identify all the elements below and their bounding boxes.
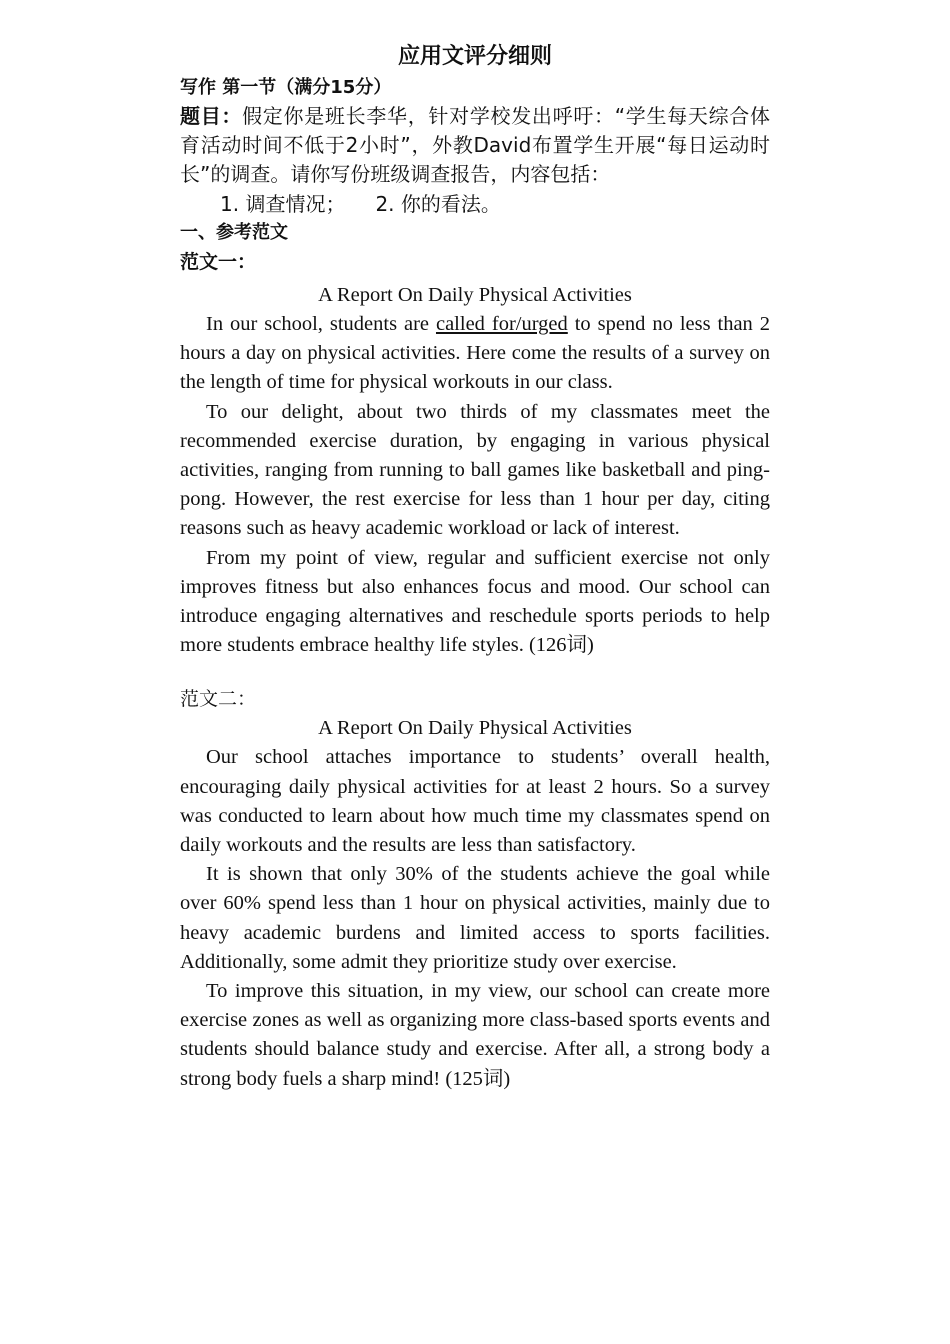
sample1-paragraph-3: From my point of view, regular and sufficient exercise not only improves fitness but also enhances focus and mood. Our school can introduce engaging alternatives and reschedule sports periods to help more students embrace healthy life styles. (126词) (180, 546, 770, 657)
sample1-p1-text-before: In our school, students are (206, 313, 436, 335)
sample2-title: A Report On Daily Physical Activities (318, 717, 632, 740)
document-page (180, 40, 770, 1094)
task-item-1: 1. 调查情况； (220, 192, 346, 216)
prompt (180, 102, 770, 189)
sample2-paragraph-2: It is shown that only 30% of the students achieve the goal while over 60% spend less than 1 hour on physical activities, mainly due to heavy academic burdens and limited access to sports facilities. Additionally, some admit they prioritize study over exercise. (180, 863, 770, 973)
sample1-p1-text-after: to spend no less than 2 hours a day on physical activities. Here come the results of a survey on the length of time for physical workouts in our class. (180, 313, 770, 394)
sample1-paragraph-1 (180, 310, 770, 398)
sample2-paragraph-3: To improve this situation, in my view, our school can create more exercise zones as well as organizing more class-based sports events and students should balance study and exercise. After all, a strong body a strong body fuels a sharp mind! (125词) (180, 980, 770, 1090)
sample2-paragraph-1: Our school attaches importance to students’ overall health, encouraging daily physical activities for at least 2 hours. So a survey was conducted to learn about how much time my classmates spend on daily workouts and the results are less than satisfactory. (180, 746, 770, 857)
page-title: 应用文评分细则 (397, 44, 552, 69)
part1-heading: 一、参考范文 (180, 222, 288, 243)
task-item-2: 2. 你的看法。 (375, 192, 501, 216)
sample1-paragraph-2: To our delight, about two thirds of my classmates meet the recommended exercise duration, by engaging in various physical activities, ranging from running to ball games like basketball and ping-pong. However, the rest exercise for less than 1 hour per day, citing reasons such as heavy academic workload or lack of interest. (180, 400, 770, 540)
sample2-label: 范文二： (180, 688, 257, 711)
sample1-title: A Report On Daily Physical Activities (318, 284, 632, 306)
section-heading: 写作 第一节（满分15分） (180, 77, 392, 98)
underlined-phrase: called for/urged (435, 313, 568, 335)
sample1-label: 范文一： (180, 251, 257, 273)
prompt-text: 假定你是班长李华，针对学校发出呼吁：“学生每天综合体育活动时间不低于2小时”，外教David布置学生开展“每日运动时长”的调查。请你写份班级调查报告，内容包括： (180, 104, 770, 186)
prompt-label: 题目： (180, 104, 243, 128)
task-list (220, 189, 770, 219)
